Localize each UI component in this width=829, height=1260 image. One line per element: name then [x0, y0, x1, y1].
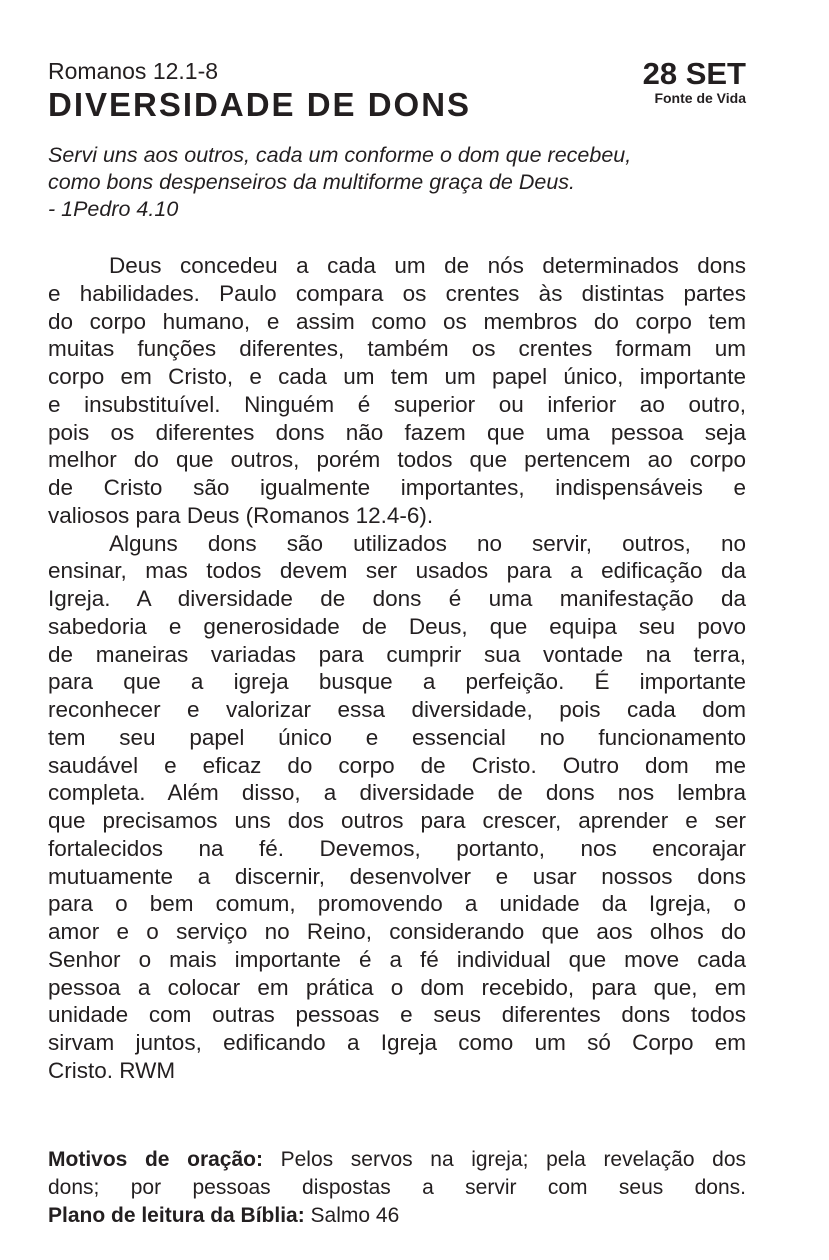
reading-plan-value: Salmo 46: [304, 1204, 400, 1227]
verse-line: Servi uns aos outros, cada um conforme o dom que recebeu,: [48, 143, 632, 167]
body-line: do corpo humano, e assim como os membros do corpo tem: [48, 308, 746, 334]
body-line: corpo em Cristo, e cada um tem um papel único, importante: [48, 364, 746, 389]
verse-line: como bons despenseiros da multiforme graça de Deus.: [48, 170, 576, 194]
reading-plan-label: Plano de leitura da Bíblia:: [48, 1204, 305, 1227]
body-line: sirvam juntos, edificando a Igreja como um só Corpo em: [48, 1030, 746, 1055]
body-line: pessoa a colocar em prática o dom recebido, para que, em: [48, 974, 746, 1000]
body-line: pois os diferentes dons não fazem que uma pessoa seja: [48, 419, 746, 445]
body-line: reconhecer e valorizar essa diversidade, pois cada dom: [48, 697, 746, 722]
body-line: mutuamente a discernir, desenvolver e usar nossos dons: [48, 863, 746, 889]
body-line: ensinar, mas todos devem ser usados para a edificação da: [48, 558, 746, 584]
body-line: amor e o serviço no Reino, considerando que aos olhos do: [48, 919, 746, 944]
page-title: DIVERSIDADE DE DONS: [48, 86, 472, 123]
body-line: para que a igreja busque a perfeição. É importante: [48, 669, 746, 695]
body-line: melhor do que outros, porém todos que pertencem ao corpo: [48, 447, 746, 473]
body-line: valiosos para Deus (Romanos 12.4-6).: [48, 502, 434, 528]
footer: [48, 1146, 746, 1230]
body-line: tem seu papel único e essencial no funcionamento: [48, 724, 746, 750]
scripture-reference: Romanos 12.1-8: [48, 58, 219, 84]
body-line: para o bem comum, promovendo a unidade da Igreja, o: [48, 891, 746, 917]
body-line: de Cristo são igualmente importantes, indispensáveis e: [48, 475, 746, 500]
date: 28 SET: [642, 56, 746, 91]
reading-plan: [48, 1202, 746, 1230]
devotional-body: [48, 252, 746, 1085]
prayer-motives: Motivos de oração: Pelos servos na igreja; pela revelação dos: [48, 1148, 746, 1171]
key-verse: [48, 142, 631, 223]
body-line: de maneiras variadas para cumprir sua vontade na terra,: [48, 641, 746, 667]
source-label: Fonte de Vida: [654, 90, 746, 106]
body-line: Igreja. A diversidade de dons é uma manifestação da: [48, 586, 746, 611]
body-line: Senhor o mais importante é a fé individual que move cada: [48, 946, 746, 972]
body-line: muitas funções diferentes, também os crentes formam um: [48, 336, 746, 362]
body-line: que precisamos uns dos outros para crescer, aprender e ser: [48, 808, 746, 833]
body-line: Cristo. RWM: [48, 1057, 176, 1083]
body-line: sabedoria e generosidade de Deus, que equipa seu povo: [48, 613, 746, 639]
body-line: unidade com outras pessoas e seus diferentes dons todos: [48, 1002, 746, 1028]
body-line: fortalecidos na fé. Devemos, portanto, nos encorajar: [48, 835, 746, 861]
body-line: e habilidades. Paulo compara os crentes às distintas partes: [48, 280, 746, 306]
body-line: e insubstituível. Ninguém é superior ou inferior ao outro,: [48, 391, 746, 417]
body-line: Deus concedeu a cada um de nós determinados dons: [109, 253, 746, 278]
prayer-label: Motivos de oração:: [48, 1148, 263, 1171]
body-line: Alguns dons são utilizados no servir, outros, no: [109, 530, 746, 556]
verse-citation: - 1Pedro 4.10: [48, 197, 179, 221]
body-line: saudável e eficaz do corpo de Cristo. Outro dom me: [48, 752, 746, 778]
body-line: completa. Além disso, a diversidade de dons nos lembra: [48, 780, 746, 806]
prayer-motives-cont: dons; por pessoas dispostas a servir com seus dons.: [48, 1176, 746, 1199]
